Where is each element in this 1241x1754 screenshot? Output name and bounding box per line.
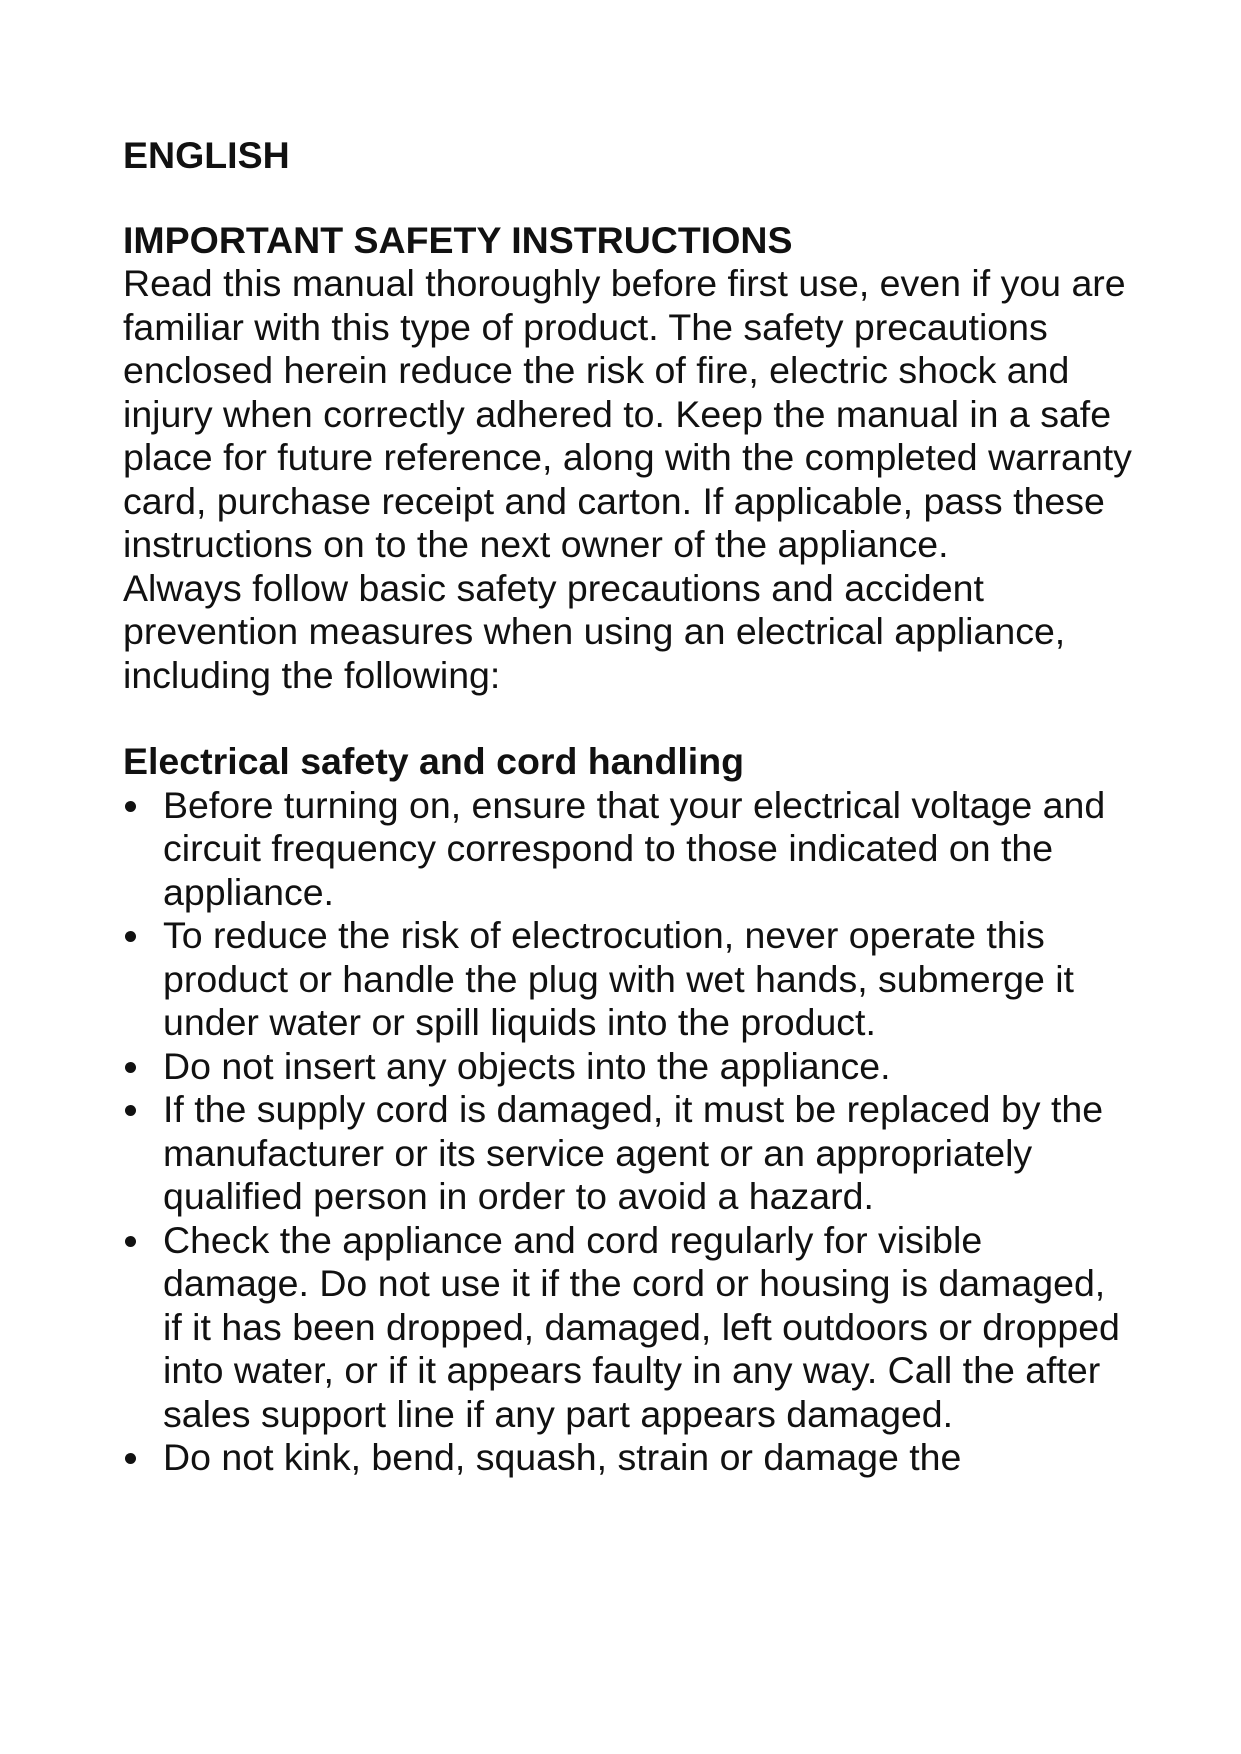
manual-content — [123, 134, 1133, 1480]
bullet-icon — [125, 1105, 136, 1116]
list-item-text: Check the appliance and cord regularly for visible damage. Do not use it if the cord or housing is damaged, if it has been dropped, damaged, left outdoors or dropped into water, or if it appears faulty in any way. Call the after sales support line if any part appears damaged. — [163, 1218, 1120, 1435]
language-heading: ENGLISH — [123, 134, 290, 176]
intro-paragraph-2: Always follow basic safety precautions and accident prevention measures when using an electrical appliance, including the following: — [123, 566, 1066, 696]
list-item — [123, 1219, 1133, 1437]
bullet-icon — [125, 801, 136, 812]
list-item — [123, 1436, 1133, 1480]
bullet-icon — [125, 931, 136, 942]
intro-paragraph-1: Read this manual thoroughly before first use, even if you are familiar with this type of product. The safety precautions enclosed herein reduce the risk of fire, electric shock and injury when correctly adhered to. Keep the manual in a safe place for future reference, along with the completed warranty card, purchase receipt and carton. If applicable, pass these instructions on to the next owner of the appliance. — [123, 262, 1132, 565]
list-item — [123, 914, 1133, 1045]
list-item-text: If the supply cord is damaged, it must be replaced by the manufacturer or its service agent or an appropriately qualified person in order to avoid a hazard. — [163, 1088, 1104, 1217]
list-item — [123, 1088, 1133, 1219]
bullet-icon — [125, 1062, 136, 1073]
bullet-icon — [125, 1453, 136, 1464]
list-item — [123, 1045, 1133, 1089]
list-item-text: Do not insert any objects into the appliance. — [163, 1044, 891, 1087]
safety-instructions-title: IMPORTANT SAFETY INSTRUCTIONS — [123, 218, 793, 261]
list-item — [123, 784, 1133, 915]
list-item-text: To reduce the risk of electrocution, never operate this product or handle the plug with wet hands, submerge it under water or spill liquids into the product. — [163, 914, 1074, 1043]
bullet-icon — [125, 1236, 136, 1247]
list-item-text: Before turning on, ensure that your electrical voltage and circuit frequency correspond to those indicated on the appliance. — [163, 783, 1106, 913]
section-heading-electrical-safety: Electrical safety and cord handling — [123, 740, 745, 782]
electrical-safety-list — [123, 784, 1133, 1480]
list-item-text: Do not kink, bend, squash, strain or damage the — [163, 1436, 962, 1478]
